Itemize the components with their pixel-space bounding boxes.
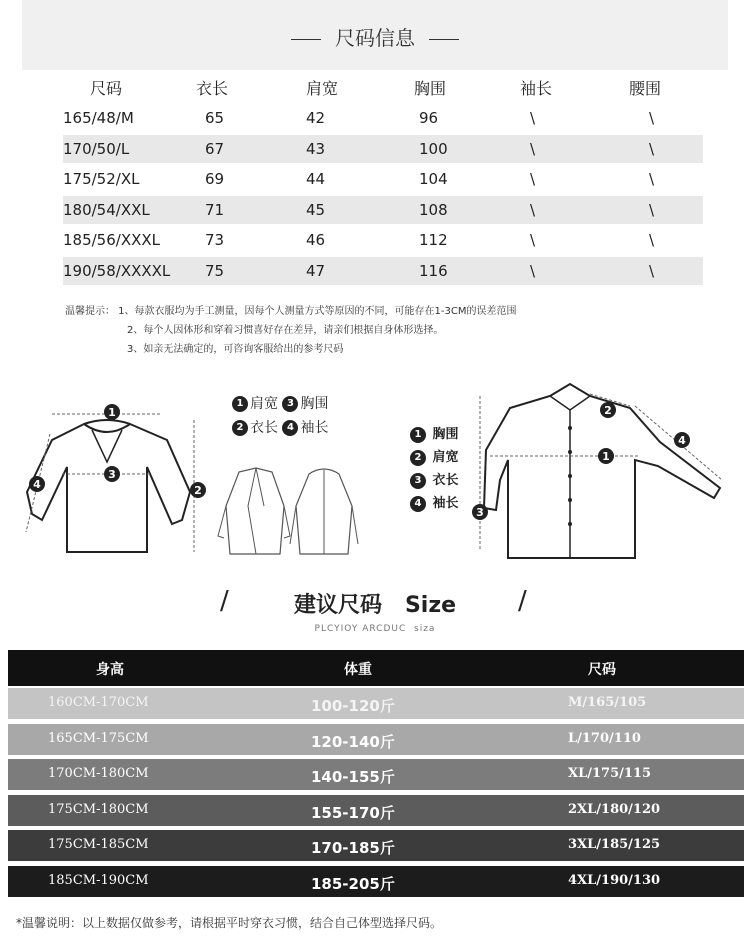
legend-num: 2 <box>232 420 248 436</box>
table-cell: \ <box>649 139 655 158</box>
table-cell: 170-185斤 <box>311 839 395 857</box>
table-cell: 160CM-170CM <box>48 695 149 710</box>
table-cell: 108 <box>419 200 448 219</box>
rec-header-height: 身高 <box>96 662 124 678</box>
mark-1-label: 1 <box>108 406 116 419</box>
table-row <box>63 104 703 132</box>
note-line: 3、如亲无法确定的，可咨询客服给出的参考尺码 <box>127 344 344 355</box>
table-cell: \ <box>649 170 655 188</box>
legend-label: 胸围 <box>300 396 329 412</box>
legend-right <box>410 423 459 515</box>
legend-num: 3 <box>282 396 298 412</box>
title-dash-left <box>291 39 321 40</box>
table-cell: 73 <box>205 231 225 249</box>
recommend-title-en: Size <box>404 593 457 618</box>
legend-label: 袖长 <box>432 496 459 511</box>
rec-header-weight: 体重 <box>344 662 372 678</box>
mark-3-label: 3 <box>108 468 116 481</box>
table-cell: \ <box>530 200 536 219</box>
recommend-table-header <box>8 650 744 686</box>
table-cell: 100 <box>419 139 448 158</box>
sweater-diagram <box>22 392 222 562</box>
table-cell: \ <box>530 261 536 280</box>
table-cell: 42 <box>306 109 326 127</box>
recommend-subtitle-small: siza <box>414 624 436 634</box>
table-row <box>8 866 744 897</box>
table-cell: \ <box>530 109 536 127</box>
col-header-sleeve: 袖长 <box>520 79 553 98</box>
slash-right: / <box>518 586 527 616</box>
mark-2-label: 2 <box>194 484 202 497</box>
legend-num: 4 <box>282 420 298 436</box>
table-cell: 46 <box>306 231 326 249</box>
legend-label: 衣长 <box>250 420 278 436</box>
table-cell: \ <box>649 261 655 280</box>
table-cell: M/165/105 <box>568 695 647 710</box>
recommend-title-cn: 建议尺码 <box>293 593 382 618</box>
legend-label: 衣长 <box>432 473 459 488</box>
table-cell: L/170/110 <box>568 730 641 746</box>
table-cell: 43 <box>306 139 326 158</box>
title-text: 尺码信息 <box>335 26 415 50</box>
table-cell: 175CM-180CM <box>48 801 149 817</box>
table-cell: 104 <box>419 170 448 188</box>
table-cell: 96 <box>419 109 439 127</box>
table-row <box>63 226 703 254</box>
table-cell: 112 <box>419 231 448 249</box>
legend-label: 肩宽 <box>432 450 459 465</box>
shirt-mark-1-label: 1 <box>602 450 610 463</box>
table-cell: 155-170斤 <box>311 803 395 822</box>
table-row <box>63 196 703 224</box>
table-cell: 170CM-180CM <box>48 766 149 781</box>
col-header-shoulder: 肩宽 <box>306 79 339 98</box>
table-cell: 180/54/XXL <box>63 200 150 219</box>
table-cell: \ <box>530 231 536 249</box>
table-cell: 185-205斤 <box>311 874 395 893</box>
mark-4-label: 4 <box>33 478 41 491</box>
size-table-header <box>63 72 703 100</box>
table-row <box>8 795 744 826</box>
recommend-subtitle <box>0 624 750 634</box>
page-title <box>0 22 750 51</box>
table-cell: 116 <box>419 261 448 280</box>
table-cell: 170/50/L <box>63 139 130 158</box>
col-header-waist: 腰围 <box>629 79 662 98</box>
shirt-mark-3-label: 3 <box>476 506 484 519</box>
recommend-subtitle-main: PLCYIOY ARCDUC <box>314 624 407 634</box>
footer-note: *温馨说明：以上数据仅做参考，请根据平时穿衣习惯，结合自己体型选择尺码。 <box>16 916 443 930</box>
slash-left: / <box>220 586 229 616</box>
legend-num: 1 <box>410 427 426 443</box>
table-cell: 190/58/XXXXL <box>63 261 171 280</box>
table-cell: 185/56/XXXL <box>63 231 161 249</box>
note-line: 2、每个人因体形和穿着习惯喜好存在差异，请亲们根据自身体形选择。 <box>127 325 444 336</box>
legend-num: 2 <box>410 450 426 466</box>
notes <box>65 302 516 359</box>
recommend-title <box>0 588 750 619</box>
col-header-chest: 胸围 <box>414 79 447 98</box>
table-cell: 67 <box>205 139 225 158</box>
table-cell: 71 <box>205 200 225 219</box>
table-cell: XL/175/115 <box>568 766 651 781</box>
table-row <box>8 830 744 861</box>
legend-num: 1 <box>232 396 248 412</box>
table-cell: 75 <box>205 261 225 280</box>
title-dash-right <box>429 39 459 40</box>
col-header-size: 尺码 <box>90 79 123 98</box>
table-cell: 100-120斤 <box>311 697 395 715</box>
legend-num: 4 <box>410 496 426 512</box>
table-row <box>8 688 744 719</box>
table-cell: 175CM-185CM <box>48 837 149 852</box>
col-header-length: 衣长 <box>196 79 229 98</box>
table-cell: 165CM-175CM <box>48 730 149 746</box>
table-row <box>63 257 703 285</box>
table-cell: 47 <box>306 261 326 280</box>
table-cell: 175/52/XL <box>63 170 140 188</box>
table-row <box>8 759 744 790</box>
shirt-mark-2-label: 2 <box>604 404 612 417</box>
shirt-mark-4-label: 4 <box>678 434 686 447</box>
table-cell: 3XL/185/125 <box>568 837 661 852</box>
table-cell: \ <box>530 170 536 188</box>
table-cell: 165/48/M <box>63 109 134 127</box>
table-cell: 185CM-190CM <box>48 872 149 888</box>
legend-num: 3 <box>410 473 426 489</box>
note-line: 温馨提示： 1、每款衣服均为手工测量，因每个人测量方式等原因的不同，可能存在1-3CM的误差范围 <box>65 306 517 317</box>
table-cell: 4XL/190/130 <box>568 872 661 888</box>
table-cell: \ <box>530 139 536 158</box>
table-cell: 45 <box>306 200 326 219</box>
rec-header-size: 尺码 <box>588 662 616 678</box>
legend-left <box>232 393 328 437</box>
table-cell: 44 <box>306 170 326 188</box>
table-row <box>63 135 703 163</box>
shirt-diagram <box>470 380 730 560</box>
jacket-sketches <box>214 466 364 560</box>
table-cell: \ <box>649 109 655 127</box>
legend-label: 袖长 <box>300 420 329 436</box>
legend-label: 肩宽 <box>250 396 278 412</box>
legend-label: 胸围 <box>432 427 459 442</box>
table-cell: 65 <box>205 109 225 127</box>
table-cell: \ <box>649 200 655 219</box>
table-cell: 140-155斤 <box>311 768 395 786</box>
table-cell: 2XL/180/120 <box>568 801 661 817</box>
table-cell: 69 <box>205 170 225 188</box>
table-row <box>63 165 703 193</box>
table-cell: \ <box>649 231 655 249</box>
table-row <box>8 724 744 755</box>
table-cell: 120-140斤 <box>311 732 395 751</box>
